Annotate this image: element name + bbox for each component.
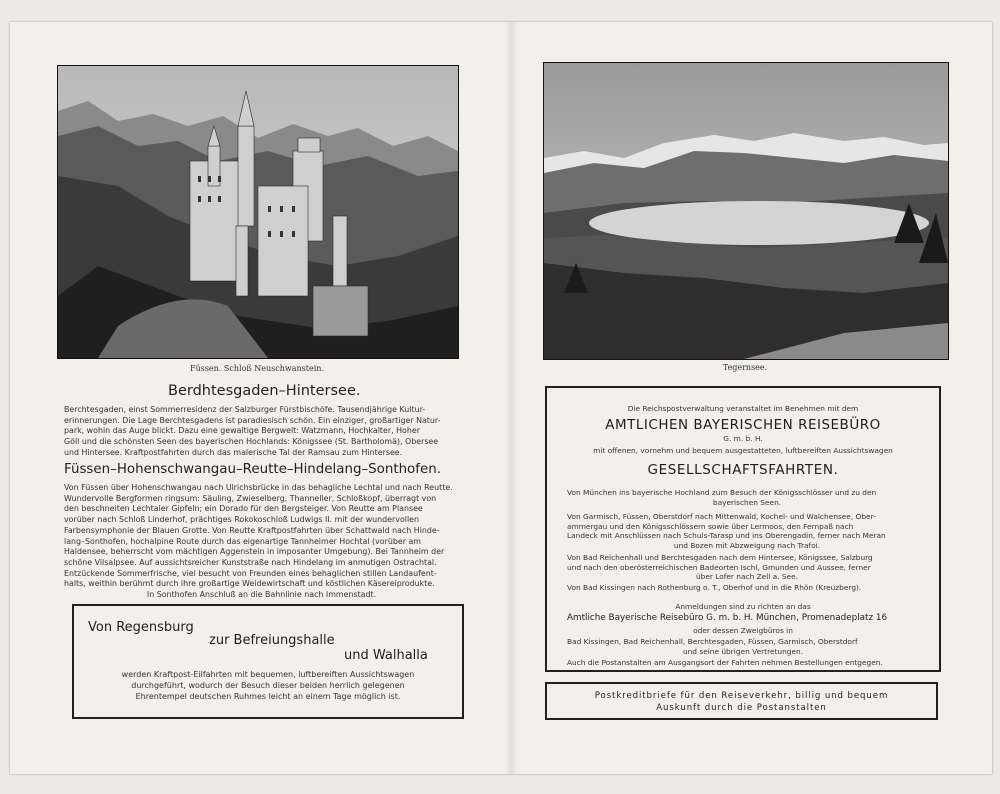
ad-address: Amtliche Bayerische Reisebüro G. m. b. H. München, Promenadeplatz 16: [567, 613, 888, 623]
fuessen-text: Von Füssen über Hohenschwangau nach Ulrichsbrücke in das behagliche Lechtal und nach Reutte. Wundervolle Bergformen ringsum: Säuling, Zwieselberg, Thanneller, Schloßkopf, überragt von den beschneiten Lechtaler Gipfeln; ein Dorado für den Bergsteiger. Von Reutte am Plansee vorüber nach Schloß Linderhof, prächtiges Rokokoschloß Ludwigs II. mit der wundervollen Farbensymphonie der Blauen Grotte. Von Reutte Kraftpostfahrten über Schattwald nach Hinde- lang–Sonthofen, hochalpine Route durch das eigenartige Tannheimer Hochtal (vorüber am Haldensee, beherrscht vom mächtigen Aggenstein in imposanter Umgebung). Bei Tannheim der schöne Vilsalpsee. Auf aussichtsreicher Kunststraße nach Hindelang im anmutigen Ostrachtal. Entzückende Sommerfrische, viel besucht von Freunden eines behaglichen stillen Landaufent- halts, weithin berühmt durch ihre großartige Weidewirtschaft und köstlichen Käsereiprodukte. In Sonthofen Anschluß an die Bahnlinie nach Immenstadt.: [64, 483, 453, 600]
ad-intro: Die Reichspostverwaltung veranstaltet im Benehmen mit dem: [627, 404, 859, 413]
tegernsee-photo: [543, 62, 949, 360]
walhalla-line-1: Von Regensburg: [88, 620, 194, 635]
ad-branches: Bad Kissingen, Bad Reichenhall, Berchtesgaden, Füssen, Garmisch, Oberstdorf: [567, 637, 858, 646]
credit-line-1: Postkreditbriefe für den Reiseverkehr, billig und bequem: [594, 691, 889, 701]
ad-postal: Auch die Postanstalten am Ausgangsort der Fahrten nehmen Bestellungen entgegen.: [567, 658, 883, 667]
ad-route-3: Von Bad Reichenhall und Berchtesgaden nach dem Hintersee, Königssee, Salzburg und nach den oberösterreichischen Badeorten Ischl, Gmunden und Aussee, ferner über Lofer nach Zell a. See.: [567, 553, 873, 581]
walhalla-line-2: zur Befreiungshalle: [209, 633, 335, 648]
tegernsee-caption: Tegernsee.: [722, 363, 768, 372]
ad-company: AMTLICHEN BAYERISCHEN REISEBÜRO: [605, 417, 881, 433]
reisebuero-ad-box: [545, 386, 941, 672]
ad-route-4: Von Bad Kissingen nach Rothenburg o. T., Oberhof und in die Rhön (Kreuzberg).: [567, 583, 862, 592]
neuschwanstein-caption: Füssen. Schloß Neuschwanstein.: [190, 364, 324, 373]
berchtesgaden-text: Berchtesgaden, einst Sommerresidenz der Salzburger Fürstbischöfe. Tausendjährige Kultur- erinnerungen. Die Lage Berchtesgadens ist paradiesisch schön. Ein einziger, großartiger Natur- park, wohin das Auge blickt. Dazu eine gewaltige Bergwelt: Watzmann, Hochkalter, Hoher Göll und die schönsten Seen des bayerischen Hochlands: Königssee (St. Bartholomä), Obersee und Hintersee. Kraftpostfahrten durch das malerische Tal der Ramsau zum Hintersee.: [64, 405, 441, 457]
walhalla-text: werden Kraftpost-Eilfahrten mit bequemen, luftbereiften Aussichtswagen durchgeführt, wodurch der Besuch dieser beiden herrlich gelegenen Ehrentempel deutschen Ruhmes leicht an einem Tage möglich ist.: [121, 670, 415, 701]
ad-agencies: und seine übrigen Vertretungen.: [682, 647, 804, 656]
center-fold: [505, 22, 517, 774]
ad-gmbh: G. m. b. H.: [723, 434, 763, 443]
credit-line-2: Auskunft durch die Postanstalten: [656, 703, 827, 713]
ad-route-2: Von Garmisch, Füssen, Oberstdorf nach Mittenwald, Kochel- und Walchensee, Ober- ammergau und den Königsschlössern sowie über Lermoos, den Fernpaß nach Landeck mit Anschlüssen nach Schuls-Tarasp und ins Oberengadin, ferner nach Meran und Bozen mit Abzweigung nach Trafoi.: [567, 512, 886, 550]
ad-headline: GESELLSCHAFTSFAHRTEN.: [647, 462, 839, 478]
walhalla-line-3: und Walhalla: [344, 648, 428, 663]
ad-route-1: Von München ins bayerische Hochland zum Besuch der Königsschlösser und zu den bayerischen Seen.: [567, 488, 877, 507]
ad-registration: Anmeldungen sind zu richten an das: [675, 602, 811, 611]
berchtesgaden-title: Berdhtesgaden–Hintersee.: [168, 383, 361, 399]
credit-box: [545, 682, 938, 720]
walhalla-box: [72, 604, 464, 719]
neuschwanstein-photo: [57, 65, 459, 359]
ad-branches-intro: oder dessen Zweigbüros in: [693, 626, 793, 635]
fuessen-title: Füssen–Hohenschwangau–Reutte–Hindelang–Sonthofen.: [64, 462, 441, 477]
ad-with-line: mit offenen, vornehm und bequem ausgestatteten, luftbereiften Aussichtswagen: [593, 446, 893, 455]
